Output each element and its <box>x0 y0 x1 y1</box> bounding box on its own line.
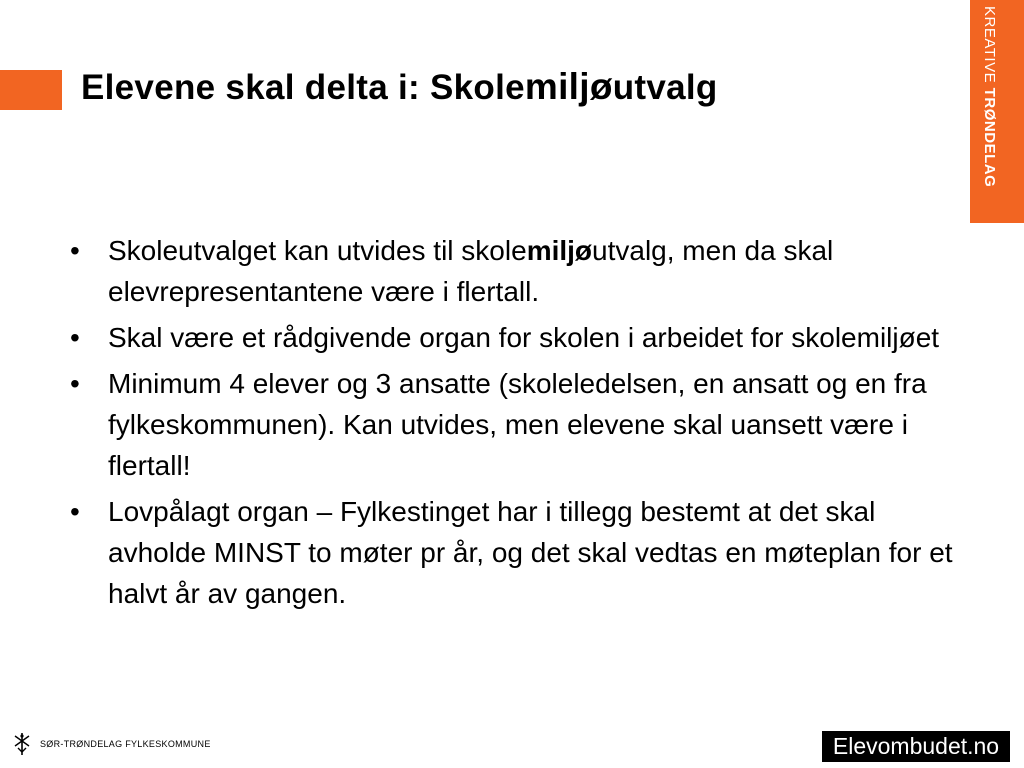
title-suffix: utvalg <box>612 68 718 107</box>
bullet-list <box>70 230 960 619</box>
bullet-text-emphasis: miljø <box>526 235 593 266</box>
brand-text-light: KREATIVE <box>981 6 998 88</box>
brand-text <box>982 6 997 187</box>
footer-site-label: Elevombudet.no <box>822 731 1010 762</box>
bullet-text: Lovpålagt organ – Fylkestinget har i tillegg bestemt at det skal avholde MINST to møter pr år, og det skal vedtas en møteplan for et halvt år av gangen. <box>108 496 953 609</box>
bullet-marker: • <box>70 368 80 399</box>
title-accent-bar <box>0 70 62 110</box>
title-emphasis: miljø <box>524 66 613 107</box>
footer-logo <box>12 732 211 756</box>
bullet-marker: • <box>70 496 80 527</box>
bullet-item <box>70 230 960 312</box>
brand-text-bold: TRØNDELAG <box>981 87 998 188</box>
bullet-item <box>70 363 960 486</box>
bullet-text-post: utvalg, men da skal elevrepresentantene være i flertall. <box>108 235 834 307</box>
county-coat-of-arms-icon <box>12 732 32 756</box>
bullet-text: Minimum 4 elever og 3 ansatte (skoleledelsen, en ansatt og en fra fylkeskommunen). Kan utvides, men elevene skal uansett være i flertall! <box>108 368 927 481</box>
title-prefix: Elevene skal delta i: Skole <box>81 68 525 107</box>
footer-org-name: SØR-TRØNDELAG FYLKESKOMMUNE <box>40 739 211 749</box>
bullet-item <box>70 317 960 358</box>
bullet-item <box>70 491 960 614</box>
bullet-text-pre: Skoleutvalget kan utvides til skole <box>108 235 527 266</box>
brand-tag <box>970 0 1024 223</box>
bullet-text: Skal være et rådgivende organ for skolen i arbeidet for skolemiljøet <box>108 322 940 353</box>
slide-title <box>81 66 718 108</box>
bullet-marker: • <box>70 322 80 353</box>
bullet-marker: • <box>70 235 80 266</box>
